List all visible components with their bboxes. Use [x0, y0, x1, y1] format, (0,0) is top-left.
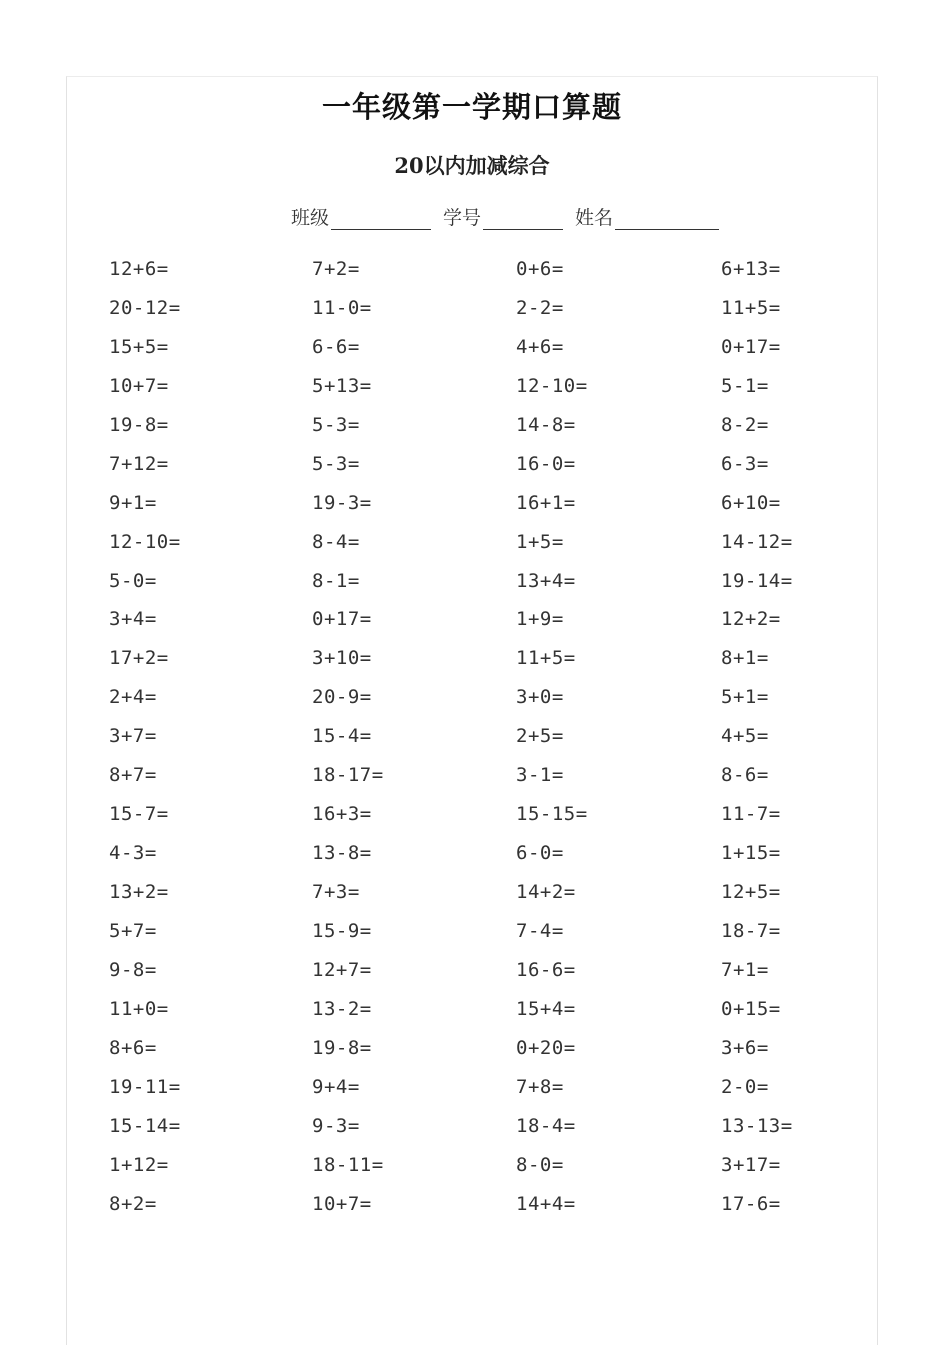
problem-item: 5+7= — [109, 919, 157, 942]
problem-item: 19-14= — [721, 569, 793, 592]
problem-item: 19-3= — [312, 491, 372, 514]
problem-item: 16+1= — [516, 491, 576, 514]
problem-item: 15+5= — [109, 335, 169, 358]
problem-item: 15-15= — [516, 803, 588, 826]
problem-item: 12+7= — [312, 958, 372, 981]
problem-item: 12+5= — [721, 881, 781, 903]
problem-item: 8-1= — [312, 569, 360, 592]
problem-item: 5-3= — [312, 452, 360, 475]
problem-item: 7+3= — [312, 881, 360, 903]
problem-item: 12-10= — [516, 374, 588, 397]
problem-item: 11-7= — [721, 803, 781, 826]
problem-item: 16-0= — [516, 452, 576, 475]
problem-row — [109, 998, 849, 1037]
problem-item: 16-6= — [516, 958, 576, 981]
problem-item: 8-4= — [312, 530, 360, 553]
worksheet-page — [66, 76, 878, 1345]
problem-row — [109, 647, 849, 686]
problem-grid — [109, 258, 849, 1231]
problem-item: 9-3= — [312, 1114, 360, 1137]
problem-item: 12+2= — [721, 608, 781, 631]
student-info — [291, 203, 719, 230]
problem-row — [109, 1193, 849, 1232]
problem-item: 15-4= — [312, 725, 372, 748]
problem-row — [109, 531, 849, 570]
problem-row — [109, 375, 849, 414]
problem-item: 20-9= — [312, 686, 372, 709]
problem-item: 2+5= — [516, 725, 564, 748]
problem-row — [109, 336, 849, 375]
problem-item: 6-3= — [721, 452, 769, 475]
problem-row — [109, 920, 849, 959]
class-blank[interactable] — [331, 209, 431, 230]
problem-item: 7+12= — [109, 452, 169, 475]
problem-item: 5-1= — [721, 374, 769, 397]
worksheet-subtitle: 20以内加减综合 — [394, 153, 550, 178]
problem-row — [109, 1115, 849, 1154]
problem-item: 18-4= — [516, 1114, 576, 1137]
problem-item: 18-11= — [312, 1153, 384, 1176]
problem-item: 5+1= — [721, 686, 769, 709]
problem-item: 8-2= — [721, 413, 769, 436]
class-label: 班级 — [291, 207, 330, 229]
problem-item: 10+7= — [312, 1192, 372, 1215]
number-blank[interactable] — [483, 209, 563, 230]
problem-item: 14-8= — [516, 413, 576, 436]
problem-row — [109, 608, 849, 647]
problem-item: 8-6= — [721, 764, 769, 787]
problem-item: 3+6= — [721, 1036, 769, 1059]
problem-item: 8-0= — [516, 1153, 564, 1176]
problem-item: 17-6= — [721, 1192, 781, 1215]
number-label: 学号 — [443, 207, 482, 229]
problem-item: 14-12= — [721, 530, 793, 553]
problem-item: 1+9= — [516, 608, 564, 631]
problem-item: 10+7= — [109, 374, 169, 397]
problem-item: 16+3= — [312, 803, 372, 826]
problem-row — [109, 803, 849, 842]
problem-item: 5+13= — [312, 374, 372, 397]
problem-item: 6+13= — [721, 258, 781, 280]
problem-item: 11+5= — [721, 296, 781, 319]
problem-item: 0+15= — [721, 997, 781, 1020]
problem-item: 6+10= — [721, 491, 781, 514]
problem-row — [109, 453, 849, 492]
problem-item: 3+7= — [109, 725, 157, 748]
problem-item: 0+17= — [312, 608, 372, 631]
problem-item: 20-12= — [109, 296, 181, 319]
problem-item: 7+2= — [312, 258, 360, 280]
problem-item: 1+5= — [516, 530, 564, 553]
problem-row — [109, 258, 849, 297]
problem-item: 1+15= — [721, 842, 781, 865]
problem-item: 7-4= — [516, 919, 564, 942]
problem-item: 5-3= — [312, 413, 360, 436]
problem-item: 7+8= — [516, 1075, 564, 1098]
problem-item: 13-2= — [312, 997, 372, 1020]
problem-item: 6-6= — [312, 335, 360, 358]
problem-item: 11-0= — [312, 296, 372, 319]
problem-row — [109, 1154, 849, 1193]
problem-item: 0+17= — [721, 335, 781, 358]
problem-item: 15-7= — [109, 803, 169, 826]
problem-item: 19-8= — [109, 413, 169, 436]
problem-item: 3+4= — [109, 608, 157, 631]
problem-item: 8+1= — [721, 647, 769, 670]
problem-item: 2+4= — [109, 686, 157, 709]
problem-item: 9+1= — [109, 491, 157, 514]
problem-item: 4+6= — [516, 335, 564, 358]
problem-item: 3+17= — [721, 1153, 781, 1176]
problem-item: 11+0= — [109, 997, 169, 1020]
problem-item: 3-1= — [516, 764, 564, 787]
problem-item: 4+5= — [721, 725, 769, 748]
problem-item: 0+6= — [516, 258, 564, 280]
problem-item: 13+2= — [109, 881, 169, 903]
problem-item: 19-11= — [109, 1075, 181, 1098]
problem-row — [109, 959, 849, 998]
problem-item: 13-8= — [312, 842, 372, 865]
worksheet-title: 一年级第一学期口算题 — [321, 90, 622, 124]
problem-item: 0+20= — [516, 1036, 576, 1059]
problem-row — [109, 842, 849, 881]
problem-row — [109, 570, 849, 609]
problem-item: 1+12= — [109, 1153, 169, 1176]
problem-item: 2-0= — [721, 1075, 769, 1098]
problem-item: 15+4= — [516, 997, 576, 1020]
name-label: 姓名 — [575, 207, 614, 229]
problem-row — [109, 1037, 849, 1076]
problem-item: 7+1= — [721, 958, 769, 981]
problem-item: 9-8= — [109, 958, 157, 981]
problem-item: 17+2= — [109, 647, 169, 670]
problem-item: 8+2= — [109, 1192, 157, 1215]
problem-row — [109, 297, 849, 336]
problem-item: 8+7= — [109, 764, 157, 787]
problem-row — [109, 725, 849, 764]
problem-item: 15-9= — [312, 919, 372, 942]
problem-item: 6-0= — [516, 842, 564, 865]
problem-item: 3+10= — [312, 647, 372, 670]
problem-row — [109, 764, 849, 803]
problem-item: 13-13= — [721, 1114, 793, 1137]
name-blank[interactable] — [615, 209, 719, 230]
problem-row — [109, 492, 849, 531]
problem-item: 19-8= — [312, 1036, 372, 1059]
problem-item: 15-14= — [109, 1114, 181, 1137]
problem-item: 18-17= — [312, 764, 384, 787]
problem-row — [109, 1076, 849, 1115]
problem-item: 4-3= — [109, 842, 157, 865]
problem-item: 11+5= — [516, 647, 576, 670]
problem-row — [109, 881, 849, 920]
problem-item: 12-10= — [109, 530, 181, 553]
problem-item: 14+2= — [516, 881, 576, 903]
problem-item: 18-7= — [721, 919, 781, 942]
problem-item: 2-2= — [516, 296, 564, 319]
problem-row — [109, 686, 849, 725]
problem-item: 3+0= — [516, 686, 564, 709]
problem-item: 13+4= — [516, 569, 576, 592]
problem-row — [109, 414, 849, 453]
problem-item: 14+4= — [516, 1192, 576, 1215]
problem-item: 5-0= — [109, 569, 157, 592]
problem-item: 12+6= — [109, 258, 169, 280]
problem-item: 8+6= — [109, 1036, 157, 1059]
problem-item: 9+4= — [312, 1075, 360, 1098]
